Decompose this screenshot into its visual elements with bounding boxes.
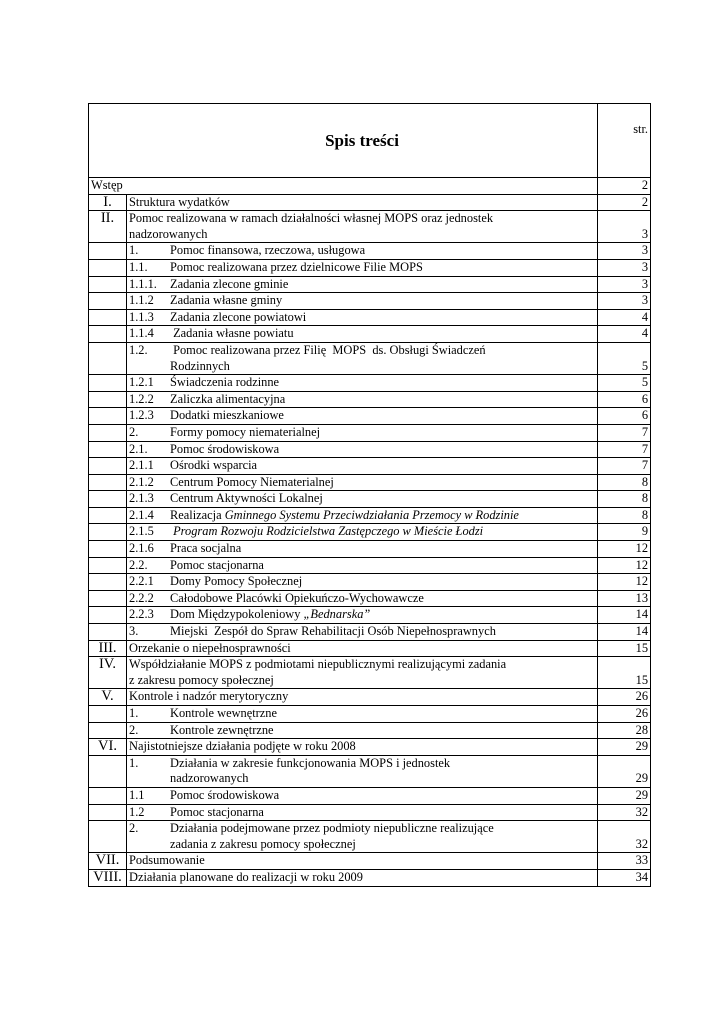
toc-page-number: 5 bbox=[598, 375, 651, 392]
toc-row bbox=[89, 821, 651, 853]
section-entry bbox=[127, 524, 598, 541]
section-number: 2.1.2 bbox=[129, 474, 154, 489]
section-number: 2. bbox=[129, 424, 139, 439]
toc-page-number: 29 bbox=[598, 787, 651, 804]
toc-page-number: 3 bbox=[598, 243, 651, 260]
section-entry bbox=[127, 804, 598, 821]
empty-cell bbox=[89, 755, 127, 787]
toc-page-number: 3 bbox=[598, 276, 651, 293]
section-number: 1.1.2 bbox=[129, 293, 154, 308]
chapter-number: II. bbox=[89, 211, 127, 243]
chapter-title-line: Najistotniejsze działania podjęte w roku 2008 bbox=[129, 739, 356, 754]
section-title: Centrum Aktywności Lokalnej bbox=[170, 491, 323, 506]
section-entry bbox=[127, 557, 598, 574]
empty-cell bbox=[89, 243, 127, 260]
section-number: 1.2.1 bbox=[129, 375, 154, 390]
toc-row bbox=[89, 474, 651, 491]
section-title: Działania podejmowane przez podmioty niepubliczne realizujące bbox=[170, 821, 494, 836]
chapter-title-line: Współdziałanie MOPS z podmiotami niepublicznymi realizującymi zadania bbox=[129, 657, 507, 672]
section-number: 2.1.5 bbox=[129, 524, 154, 539]
section-number: 2.2.2 bbox=[129, 590, 154, 605]
toc-page-number: 12 bbox=[598, 557, 651, 574]
section-entry bbox=[127, 821, 598, 853]
chapter-title-line: Kontrole i nadzór merytoryczny bbox=[129, 689, 289, 704]
section-title-italic: Program Rozwoju Rodzicielstwa Zastępczego w Mieście Łodzi bbox=[173, 524, 484, 539]
empty-cell bbox=[89, 276, 127, 293]
section-entry bbox=[127, 424, 598, 441]
toc-page-number: 15 bbox=[598, 657, 651, 689]
chapter-title-line: z zakresu pomocy społecznej bbox=[129, 672, 274, 687]
section-title-continuation: nadzorowanych bbox=[170, 771, 249, 786]
toc-row bbox=[89, 309, 651, 326]
toc-page-number: 26 bbox=[598, 689, 651, 706]
section-title-italic: Gminnego Systemu Przeciwdziałania Przemocy w Rodzinie bbox=[224, 507, 519, 522]
section-title-line bbox=[129, 558, 595, 574]
section-number: 1.1.4 bbox=[129, 326, 154, 341]
section-number: 1.2.2 bbox=[129, 391, 154, 406]
toc-row bbox=[89, 624, 651, 641]
toc-page-number: 7 bbox=[598, 424, 651, 441]
intro-page: 2 bbox=[598, 178, 651, 195]
toc-row bbox=[89, 590, 651, 607]
chapter-number: IV. bbox=[89, 657, 127, 689]
toc-page-number: 4 bbox=[598, 309, 651, 326]
toc-row bbox=[89, 408, 651, 425]
section-entry bbox=[127, 309, 598, 326]
section-title-prefix: Dom Międzypokoleniowy bbox=[170, 607, 304, 622]
empty-cell bbox=[89, 474, 127, 491]
empty-cell bbox=[89, 541, 127, 558]
empty-cell bbox=[89, 491, 127, 508]
chapter-title bbox=[127, 853, 598, 870]
toc-page-number: 32 bbox=[598, 821, 651, 853]
section-title: Kontrole zewnętrzne bbox=[170, 722, 274, 737]
section-title-line bbox=[129, 821, 595, 837]
section-title: Zaliczka alimentacyjna bbox=[170, 391, 286, 406]
toc-page-number: 14 bbox=[598, 624, 651, 641]
section-number: 1.2. bbox=[129, 342, 148, 357]
page-column-label: str. bbox=[598, 104, 651, 178]
chapter-number: I. bbox=[89, 194, 127, 211]
section-entry bbox=[127, 507, 598, 524]
chapter-title bbox=[127, 689, 598, 706]
section-title-line bbox=[129, 541, 595, 557]
section-title: Formy pomocy niematerialnej bbox=[170, 424, 321, 439]
section-title: Pomoc stacjonarna bbox=[170, 804, 264, 819]
toc-row bbox=[89, 424, 651, 441]
section-title-line bbox=[129, 508, 595, 524]
section-title: Pomoc środowiskowa bbox=[170, 787, 280, 802]
table-of-contents bbox=[88, 103, 651, 887]
empty-cell bbox=[89, 706, 127, 723]
toc-row bbox=[89, 607, 651, 624]
section-title-line bbox=[129, 607, 595, 623]
toc-page-number: 7 bbox=[598, 458, 651, 475]
section-title: Pomoc realizowana przez Filię MOPS ds. Obsługi Świadczeń bbox=[170, 342, 486, 357]
section-entry bbox=[127, 722, 598, 739]
empty-cell bbox=[89, 424, 127, 441]
chapter-title bbox=[127, 739, 598, 756]
section-title: Praca socjalna bbox=[170, 541, 242, 556]
section-title-line bbox=[129, 591, 595, 607]
empty-cell bbox=[89, 821, 127, 853]
section-title: Ośrodki wsparcia bbox=[170, 458, 258, 473]
chapter-number: III. bbox=[89, 640, 127, 657]
empty-cell bbox=[89, 342, 127, 374]
toc-body bbox=[89, 104, 651, 887]
section-title-line bbox=[129, 392, 595, 408]
section-entry bbox=[127, 441, 598, 458]
chapter-title bbox=[127, 194, 598, 211]
chapter-title-line: Podsumowanie bbox=[129, 853, 205, 868]
section-number: 1.1. bbox=[129, 259, 148, 274]
empty-cell bbox=[89, 722, 127, 739]
section-entry bbox=[127, 375, 598, 392]
section-title-line bbox=[129, 491, 595, 507]
section-number: 1.2 bbox=[129, 804, 145, 819]
toc-row bbox=[89, 657, 651, 689]
intro-label: Wstęp bbox=[89, 178, 598, 195]
empty-cell bbox=[89, 590, 127, 607]
toc-row bbox=[89, 342, 651, 374]
empty-cell bbox=[89, 441, 127, 458]
empty-cell bbox=[89, 524, 127, 541]
section-number: 1.1.1. bbox=[129, 276, 157, 291]
chapter-number: V. bbox=[89, 689, 127, 706]
section-title-line bbox=[129, 475, 595, 491]
empty-cell bbox=[89, 293, 127, 310]
section-title: Zadania własne gminy bbox=[170, 293, 283, 308]
section-title: Domy Pomocy Społecznej bbox=[170, 574, 303, 589]
section-entry bbox=[127, 787, 598, 804]
empty-cell bbox=[89, 408, 127, 425]
chapter-title-line: nadzorowanych bbox=[129, 226, 208, 241]
section-number: 3. bbox=[129, 624, 139, 639]
section-title-line bbox=[129, 706, 595, 722]
section-title: Zadania własne powiatu bbox=[170, 326, 294, 341]
section-title: Miejski Zespół do Spraw Rehabilitacji Osób Niepełnosprawnych bbox=[170, 624, 496, 639]
section-title: Pomoc finansowa, rzeczowa, usługowa bbox=[170, 243, 366, 258]
toc-page-number: 3 bbox=[598, 211, 651, 243]
toc-row bbox=[89, 706, 651, 723]
toc-page-number: 32 bbox=[598, 804, 651, 821]
section-title-line bbox=[129, 805, 595, 821]
toc-intro-row bbox=[89, 178, 651, 195]
toc-row bbox=[89, 375, 651, 392]
section-title: Zadania zlecone gminie bbox=[170, 276, 289, 291]
toc-page-number: 4 bbox=[598, 326, 651, 343]
section-title-line bbox=[129, 788, 595, 804]
toc-row bbox=[89, 293, 651, 310]
chapter-title bbox=[127, 211, 598, 243]
empty-cell bbox=[89, 624, 127, 641]
chapter-title bbox=[127, 640, 598, 657]
toc-page-number: 8 bbox=[598, 474, 651, 491]
section-title: Pomoc realizowana przez dzielnicowe Filie MOPS bbox=[170, 259, 423, 274]
toc-page-number: 26 bbox=[598, 706, 651, 723]
section-entry bbox=[127, 755, 598, 787]
empty-cell bbox=[89, 458, 127, 475]
toc-row bbox=[89, 243, 651, 260]
section-number: 2.2. bbox=[129, 557, 148, 572]
section-title-line bbox=[129, 458, 595, 474]
chapter-title-line: Pomoc realizowana w ramach działalności własnej MOPS oraz jednostek bbox=[129, 211, 494, 226]
toc-row bbox=[89, 557, 651, 574]
section-title-line bbox=[129, 425, 595, 441]
toc-page-number: 6 bbox=[598, 391, 651, 408]
chapter-number: VIII. bbox=[89, 869, 127, 886]
section-number: 2.2.3 bbox=[129, 607, 154, 622]
toc-row bbox=[89, 391, 651, 408]
empty-cell bbox=[89, 804, 127, 821]
section-title-line bbox=[129, 574, 595, 590]
empty-cell bbox=[89, 309, 127, 326]
section-title-line bbox=[129, 277, 595, 293]
toc-page-number: 8 bbox=[598, 491, 651, 508]
toc-row bbox=[89, 458, 651, 475]
section-title-line bbox=[129, 756, 595, 772]
section-title-italic: „Bednarska” bbox=[303, 607, 371, 622]
section-entry bbox=[127, 624, 598, 641]
toc-row bbox=[89, 276, 651, 293]
section-title-line bbox=[129, 723, 595, 739]
section-title-line bbox=[129, 343, 595, 359]
section-number: 2.1.3 bbox=[129, 491, 154, 506]
toc-page-number: 6 bbox=[598, 408, 651, 425]
chapter-number: VI. bbox=[89, 739, 127, 756]
toc-page-number: 13 bbox=[598, 590, 651, 607]
section-title-line bbox=[129, 624, 595, 640]
toc-row bbox=[89, 574, 651, 591]
toc-page-number: 5 bbox=[598, 342, 651, 374]
toc-page-number: 29 bbox=[598, 755, 651, 787]
chapter-title bbox=[127, 657, 598, 689]
section-title: Kontrole wewnętrzne bbox=[170, 706, 277, 720]
toc-page-number: 7 bbox=[598, 441, 651, 458]
section-entry bbox=[127, 541, 598, 558]
section-title-line bbox=[129, 524, 595, 540]
section-title: Pomoc środowiskowa bbox=[170, 441, 280, 456]
toc-page-number: 29 bbox=[598, 739, 651, 756]
section-entry bbox=[127, 590, 598, 607]
section-entry bbox=[127, 408, 598, 425]
section-entry bbox=[127, 474, 598, 491]
empty-cell bbox=[89, 391, 127, 408]
section-number: 2.1.1 bbox=[129, 458, 154, 473]
toc-title-row bbox=[89, 104, 651, 178]
section-title: Pomoc stacjonarna bbox=[170, 557, 264, 572]
section-number: 2.1.4 bbox=[129, 507, 154, 522]
toc-page-number: 28 bbox=[598, 722, 651, 739]
section-entry bbox=[127, 491, 598, 508]
toc-row bbox=[89, 507, 651, 524]
section-title: Świadczenia rodzinne bbox=[170, 375, 280, 390]
toc-row bbox=[89, 722, 651, 739]
section-number: 2.2.1 bbox=[129, 574, 154, 589]
toc-page-number: 3 bbox=[598, 293, 651, 310]
toc-page-number: 15 bbox=[598, 640, 651, 657]
section-title-line bbox=[129, 293, 595, 309]
toc-row bbox=[89, 640, 651, 657]
toc-row bbox=[89, 869, 651, 886]
chapter-title-line: Działania planowane do realizacji w roku 2009 bbox=[129, 869, 363, 884]
chapter-title-line: Struktura wydatków bbox=[129, 194, 230, 209]
section-title-line bbox=[129, 260, 595, 276]
section-title: Działania w zakresie funkcjonowania MOPS i jednostek bbox=[170, 755, 451, 770]
section-number: 1. bbox=[129, 706, 139, 720]
section-number: 1.2.3 bbox=[129, 408, 154, 423]
toc-row bbox=[89, 194, 651, 211]
toc-page-number: 12 bbox=[598, 541, 651, 558]
section-title-line bbox=[129, 375, 595, 391]
section-title-prefix: Realizacja bbox=[170, 507, 225, 522]
toc-row bbox=[89, 689, 651, 706]
toc-row bbox=[89, 853, 651, 870]
toc-page-number: 12 bbox=[598, 574, 651, 591]
empty-cell bbox=[89, 557, 127, 574]
toc-row bbox=[89, 259, 651, 276]
section-title-line bbox=[129, 326, 595, 342]
section-title-line bbox=[129, 442, 595, 458]
section-entry bbox=[127, 706, 598, 723]
toc-page-number: 34 bbox=[598, 869, 651, 886]
chapter-title-line: Orzekanie o niepełnosprawności bbox=[129, 640, 291, 655]
section-number: 1.1 bbox=[129, 787, 145, 802]
empty-cell bbox=[89, 574, 127, 591]
toc-row bbox=[89, 491, 651, 508]
section-entry bbox=[127, 243, 598, 260]
empty-cell bbox=[89, 375, 127, 392]
section-number: 2.1. bbox=[129, 441, 148, 456]
section-number: 1. bbox=[129, 243, 139, 258]
section-number: 1. bbox=[129, 755, 139, 770]
section-title: Dodatki mieszkaniowe bbox=[170, 408, 284, 423]
chapter-title bbox=[127, 869, 598, 886]
section-number: 2. bbox=[129, 821, 139, 836]
section-number: 1.1.3 bbox=[129, 309, 154, 324]
toc-row bbox=[89, 787, 651, 804]
section-title-continuation: Rodzinnych bbox=[170, 358, 230, 373]
section-entry bbox=[127, 574, 598, 591]
toc-row bbox=[89, 739, 651, 756]
toc-row bbox=[89, 441, 651, 458]
section-title-line bbox=[129, 310, 595, 326]
empty-cell bbox=[89, 326, 127, 343]
toc-page-number: 33 bbox=[598, 853, 651, 870]
section-entry bbox=[127, 326, 598, 343]
toc-page-number: 14 bbox=[598, 607, 651, 624]
empty-cell bbox=[89, 607, 127, 624]
section-entry bbox=[127, 458, 598, 475]
toc-page-number: 3 bbox=[598, 259, 651, 276]
section-entry bbox=[127, 276, 598, 293]
toc-row bbox=[89, 211, 651, 243]
toc-row bbox=[89, 804, 651, 821]
section-number: 2. bbox=[129, 722, 139, 737]
section-title: Zadania zlecone powiatowi bbox=[170, 309, 307, 324]
chapter-number: VII. bbox=[89, 853, 127, 870]
section-number: 2.1.6 bbox=[129, 541, 154, 556]
section-entry bbox=[127, 607, 598, 624]
section-title: Centrum Pomocy Niematerialnej bbox=[170, 474, 334, 489]
toc-page-number: 2 bbox=[598, 194, 651, 211]
section-entry bbox=[127, 391, 598, 408]
toc-page-number: 9 bbox=[598, 524, 651, 541]
empty-cell bbox=[89, 787, 127, 804]
section-title: Całodobowe Placówki Opiekuńczo-Wychowawcze bbox=[170, 590, 424, 605]
section-entry bbox=[127, 342, 598, 374]
section-entry bbox=[127, 259, 598, 276]
toc-row bbox=[89, 541, 651, 558]
section-title-line bbox=[129, 243, 595, 259]
toc-row bbox=[89, 755, 651, 787]
toc-title: Spis treści bbox=[89, 104, 598, 178]
section-title-line bbox=[129, 408, 595, 424]
section-entry bbox=[127, 293, 598, 310]
toc-row bbox=[89, 524, 651, 541]
empty-cell bbox=[89, 259, 127, 276]
empty-cell bbox=[89, 507, 127, 524]
toc-page-number: 8 bbox=[598, 507, 651, 524]
toc-row bbox=[89, 326, 651, 343]
section-title-continuation: zadania z zakresu pomocy społecznej bbox=[170, 836, 356, 851]
